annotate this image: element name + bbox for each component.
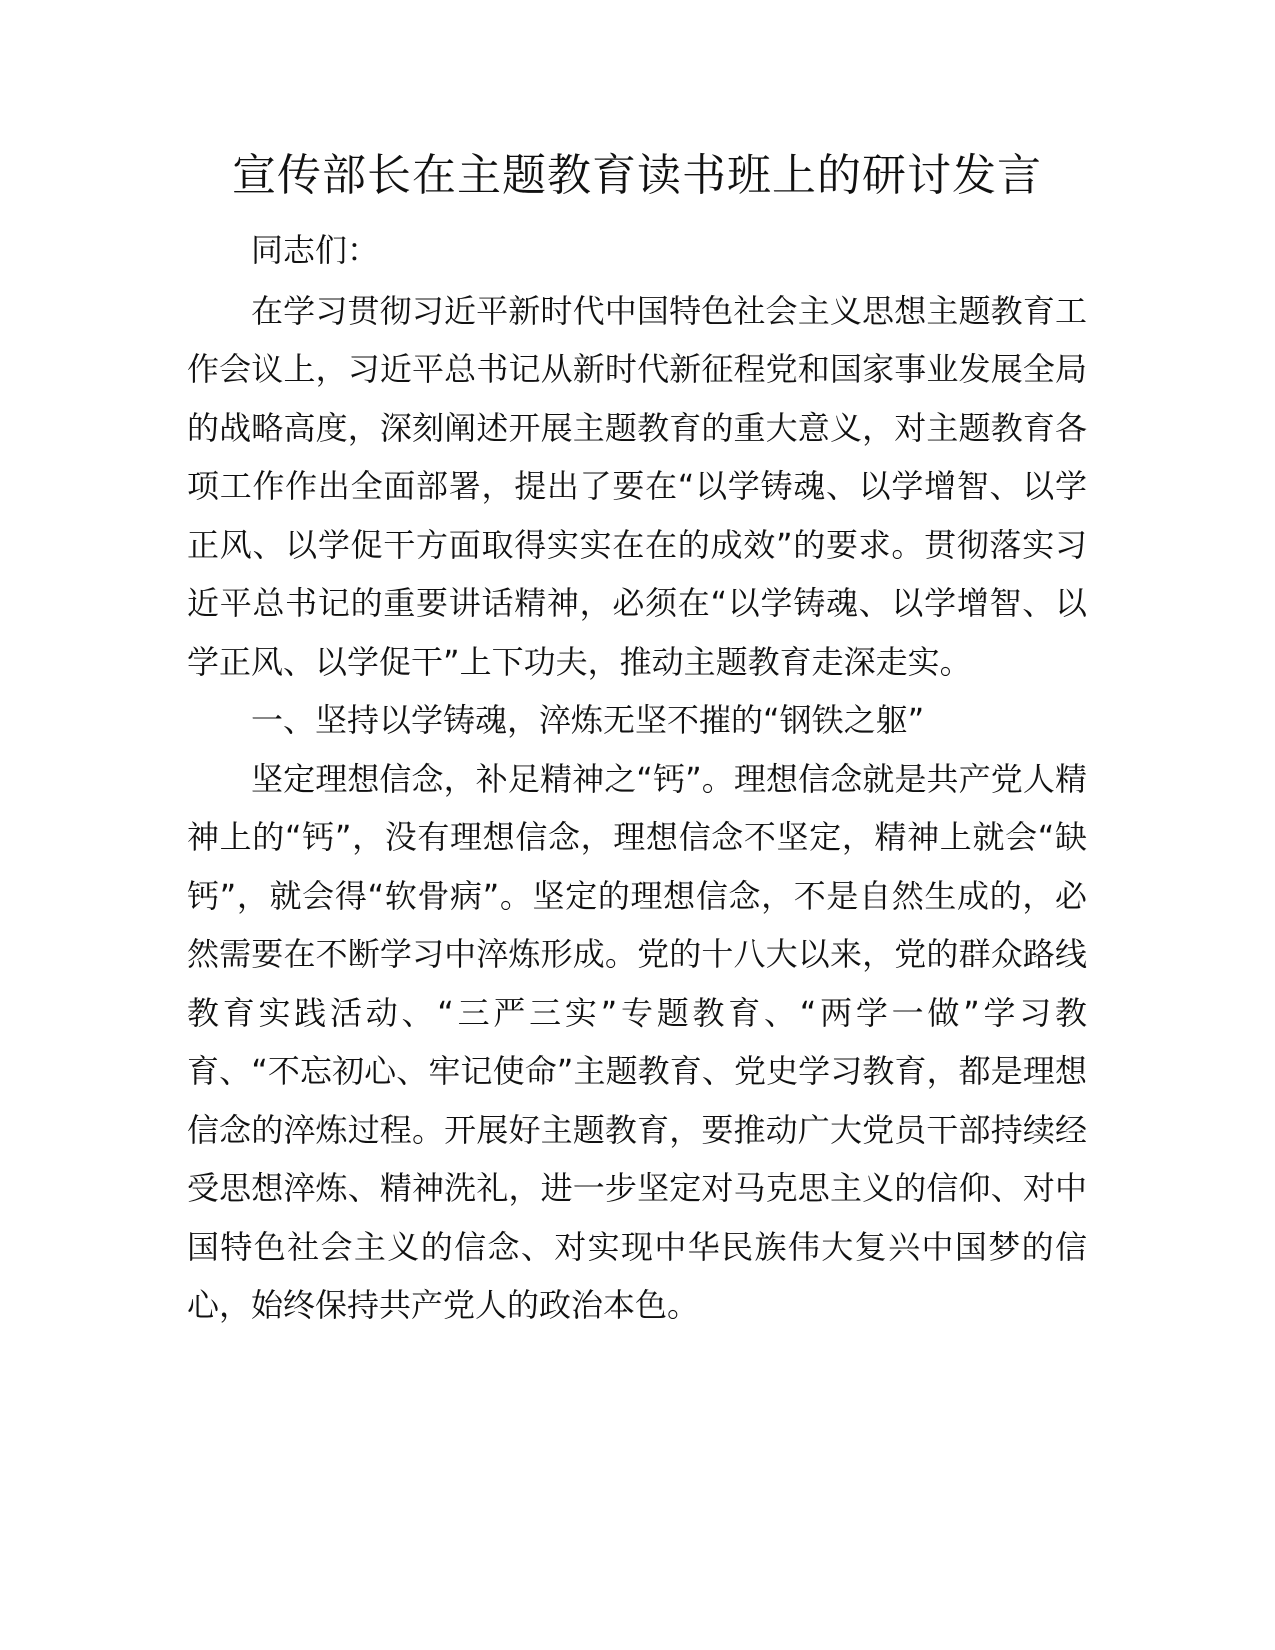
section-heading-1: 一、坚持以学铸魂，淬炼无坚不摧的“钢铁之躯”: [251, 701, 925, 739]
paragraph-intro: 在学习贯彻习近平新时代中国特色社会主义思想主题教育工作会议上，习近平总书记从新时代新征程党和国家事业发展全局的战略高度，深刻阐述开展主题教育的重大意义，对主题教育各项工作作出全面部署，提出了要在“以学铸魂、以学增智、以学正风、以学促干方面取得实实在在的成效”的要求。贯彻落实习近平总书记的重要讲话精神，必须在“以学铸魂、以学增智、以学正风、以学促干”上下功夫，推动主题教育走深走实。: [187, 291, 1087, 681]
document-title: 宣传部长在主题教育读书班上的研讨发言: [232, 150, 1042, 201]
paragraph-ideals: 坚定理想信念，补足精神之“钙”。理想信念就是共产党人精神上的“钙”，没有理想信念，理想信念不坚定，精神上就会“缺钙”，就会得“软骨病”。坚定的理想信念，不是自然生成的，必然需要在不断学习中淬炼形成。党的十八大以来，党的群众路线教育实践活动、“三严三实”专题教育、“两学一做”学习教育、“不忘初心、牢记使命”主题教育、党史学习教育，都是理想信念的淬炼过程。开展好主题教育，要推动广大党员干部持续经受思想淬炼、精神洗礼，进一步坚定对马克思主义的信仰、对中国特色社会主义的信念、对实现中华民族伟大复兴中国梦的信心，始终保持共产党人的政治本色。: [187, 759, 1087, 1324]
salutation: 同志们：: [251, 231, 380, 269]
document-body: [187, 145, 1087, 1335]
